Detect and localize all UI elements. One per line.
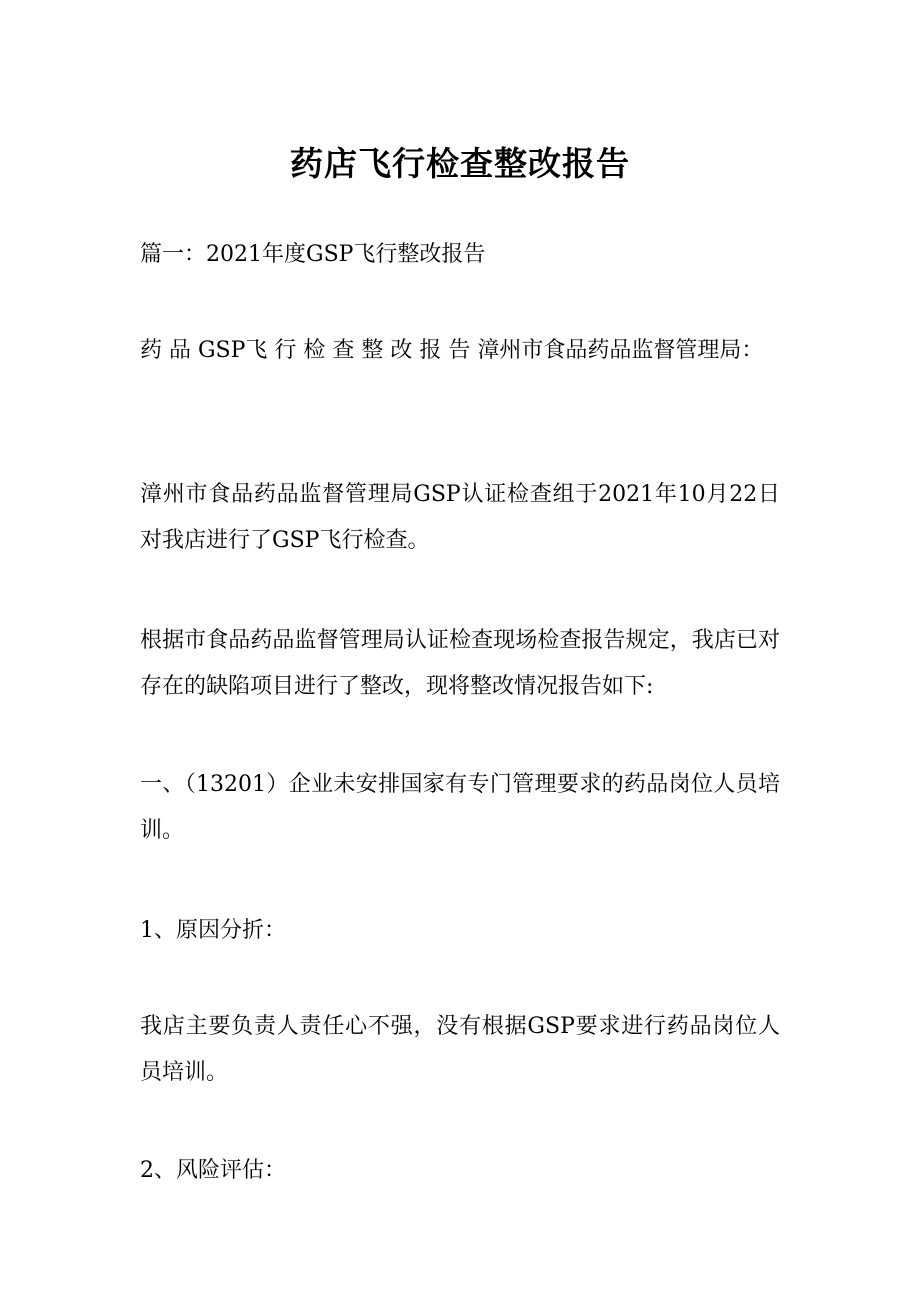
- rectification-paragraph: 根据市食品药品监督管理局认证检查现场检查报告规定，我店已对存在的缺陷项目进行了整改，现将整改情况报告如下:: [140, 628, 780, 699]
- cause-analysis-heading: 1、原因分折：: [140, 918, 286, 943]
- inspection-paragraph: 漳州市食品药品监督管理局GSP认证检查组于2021年10月22日对我店进行了GSP飞行检查。: [140, 482, 780, 553]
- document-title: 药店飞行检查整改报告: [290, 144, 630, 184]
- report-heading-paragraph: 药 品 GSP飞 行 检 查 整 改 报 告 漳州市食品药品监督管理局：: [140, 338, 764, 363]
- section-heading-1: 篇一：2021年度GSP飞行整改报告: [140, 242, 486, 267]
- cause-analysis-paragraph: 我店主要负责人责任心不强，没有根据GSP要求进行药品岗位人员培训。: [140, 1014, 780, 1085]
- risk-assessment-heading: 2、风险评估：: [140, 1158, 286, 1183]
- defect-item-1: 一、（13201）企业未安排国家有专门管理要求的药品岗位人员培训。: [140, 772, 780, 843]
